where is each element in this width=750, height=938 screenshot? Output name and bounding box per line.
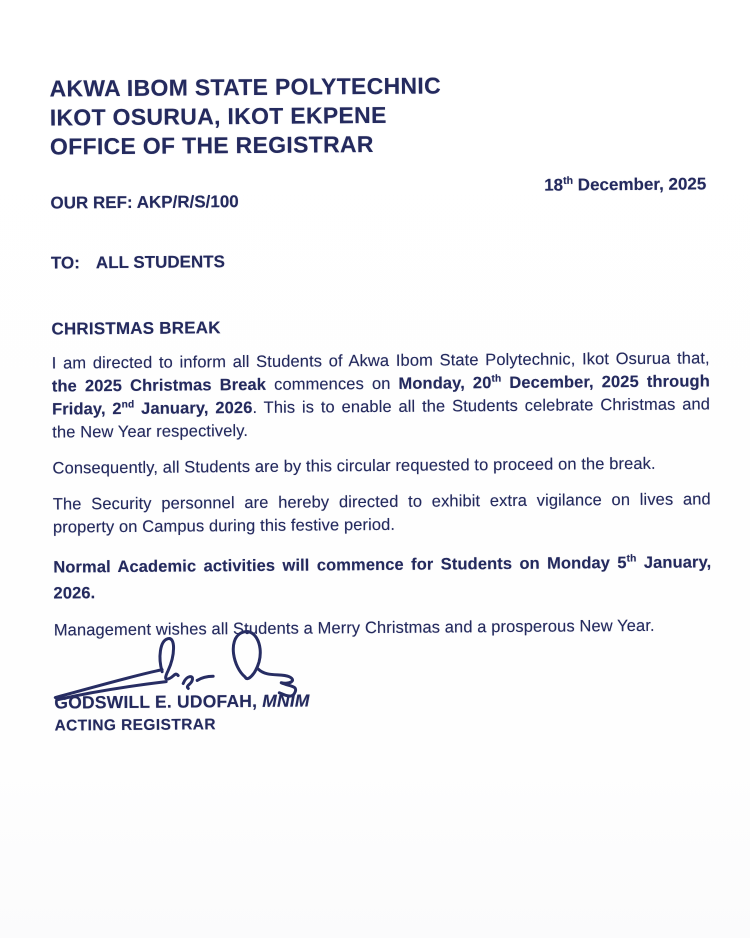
signatory-title: ACTING REGISTRAR bbox=[54, 716, 217, 735]
addressee-line bbox=[51, 248, 709, 273]
meta-block bbox=[50, 174, 708, 213]
signatory-name: GODSWILL E. UDOFAH, MNIM bbox=[54, 690, 310, 713]
body-paragraph-2: Consequently, all Students are by this circular requested to proceed on the break. bbox=[52, 454, 656, 478]
letterhead-institution: AKWA IBOM STATE POLYTECHNIC bbox=[49, 72, 442, 102]
subject-line: CHRISTMAS BREAK bbox=[51, 318, 221, 339]
letterhead-location: IKOT OSURUA, IKOT EKPENE bbox=[49, 101, 387, 131]
body-paragraph-1: I am directed to inform all Students of Akwa Ibom State Polytechnic, Ikot Osurua that, the 2025 Christmas Break commences on Monday, 20th December, 2025 through Friday, 2nd January, 2026. This is to enable all the Students celebrate Christmas and the New Year respectively. bbox=[51, 349, 711, 442]
signature-image bbox=[48, 621, 713, 708]
body-paragraph-3: The Security personnel are hereby directed to exhibit extra vigilance on lives and property on Campus during this festive period. bbox=[52, 490, 711, 537]
body-paragraph-5: Management wishes all Students a Merry Christmas and a prosperous New Year. bbox=[53, 616, 655, 640]
letterhead-office: OFFICE OF THE REGISTRAR bbox=[49, 131, 374, 160]
addressee-value: ALL STUDENTS bbox=[95, 252, 226, 273]
addressee-label: TO: bbox=[50, 253, 80, 273]
body-paragraph-4: Normal Academic activities will commence for Students on Monday 5th January, 2026. bbox=[53, 553, 712, 603]
letter-date: 18th December, 2025 bbox=[544, 174, 707, 195]
letterhead bbox=[49, 69, 708, 161]
handwritten-signature-icon bbox=[48, 624, 319, 708]
reference-number: OUR REF: AKP/R/S/100 bbox=[50, 192, 239, 213]
